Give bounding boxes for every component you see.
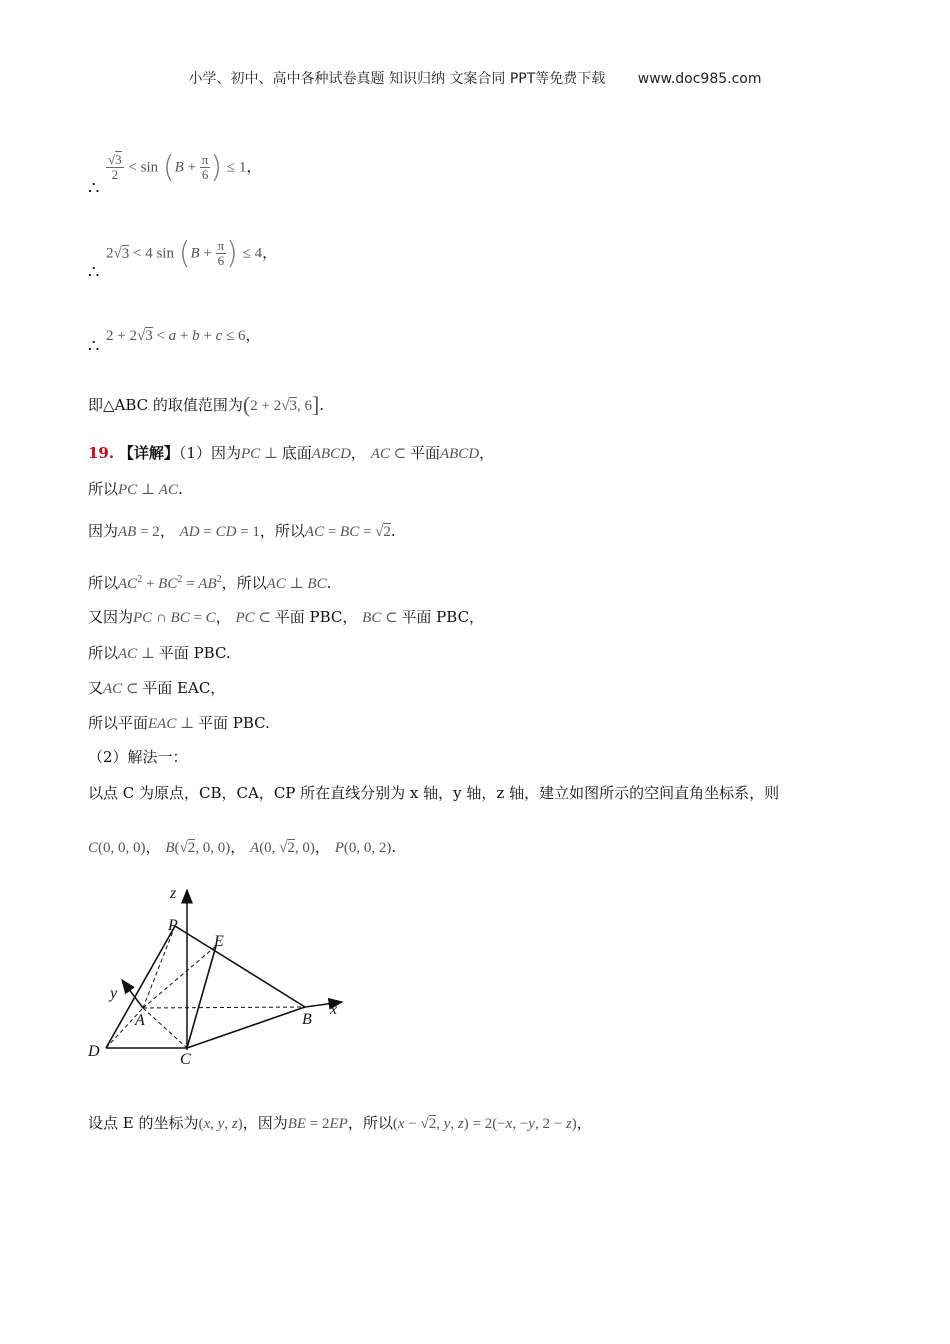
range-line: 即△ABC 的取值范围为(2 + 2√3, 6]. [88,392,325,417]
therefore-symbol: ∴ [88,178,100,199]
label-p: P [168,917,178,934]
edge-ac [143,1008,187,1048]
point-e-line: 设点 E 的坐标为(x, y, z)，因为BE = 2EP，所以(x − √2, y, z) = 2(−x, −y, 2 − z)， [88,1114,592,1132]
header-text: 小学、初中、高中各种试卷真题 知识归纳 文案合同 PPT等免费下载 [188,71,606,87]
q19-line-1: 19. 【详解】（1）因为PC ⊥ 底面ABCD， AC ⊂ 平面ABCD， [88,444,495,462]
label-z: z [170,885,177,902]
q19-line-7: 又AC ⊂ 平面 EAC， [88,679,226,697]
q19-line-5: 又因为PC ∩ BC = C， PC ⊂ 平面 PBC， BC ⊂ 平面 PBC， [88,608,485,626]
a-b-dashed [143,1007,305,1008]
y-axis [122,980,143,1008]
q19-line-coord: 以点 C 为原点，CB，CA，CP 所在直线分别为 x 轴，y 轴，z 轴，建立如图所示的空间直角坐标系，则 [88,784,780,802]
edge-pb [175,926,305,1007]
therefore-symbol: ∴ [88,262,100,283]
therefore-symbol: ∴ [88,336,100,357]
coordinates-line: C(0, 0, 0)， B(√2, 0, 0)， A(0, √2, 0)， P(0, 0, 2). [88,838,397,856]
label-c: C [180,1051,191,1068]
q19-line-6: 所以AC ⊥ 平面 PBC. [88,644,231,662]
q19-line-3: 因为AB = 2， AD = CD = 1，所以AC = BC = √2. [88,522,396,540]
label-a: A [135,1012,145,1029]
label-d: D [88,1043,100,1060]
label-e: E [214,933,224,950]
q19-line-2: 所以PC ⊥ AC. [88,480,183,498]
q19-line-8: 所以平面EAC ⊥ 平面 PBC. [88,714,270,732]
formula-line-3: 2 + 2√3 < a + b + c ≤ 6， [106,326,261,344]
page-header [0,68,950,88]
edge-ap [143,926,175,1008]
formula-line-2: 2√3 < 4 sin (B + $\frac{\pi}{6}$ ) ≤ 4， [106,236,278,271]
header-site: www.doc985.com [637,71,762,87]
label-b: B [302,1011,312,1028]
formula-line-1: $\frac{√3}{2}$ < sin (B + $\frac{\pi}{6}$ ) ≤ 1， [108,150,262,185]
edge-ae [143,946,216,1008]
pyramid-diagram [80,880,370,1070]
q19-part2-heading: （2）解法一： [88,748,188,766]
q19-line-4: 所以$AC^2 + BC^2 = AB^2$，所以AC ⊥ BC. [88,574,332,592]
label-x: x [330,1001,338,1018]
edge-ce [187,946,216,1048]
label-y: y [110,985,118,1002]
edge-cb [187,1007,305,1048]
